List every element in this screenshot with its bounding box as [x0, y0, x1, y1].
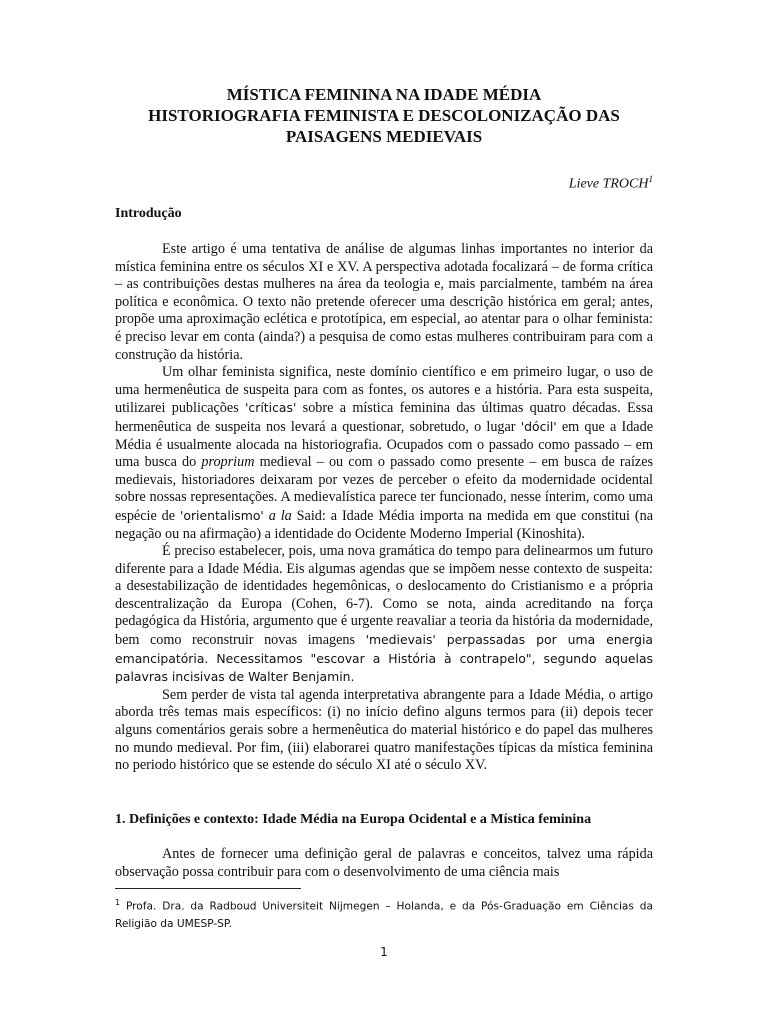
section-1-paragraph-1: Antes de fornecer uma definição geral de palavras e conceitos, talvez uma rápida observação possa contribuir para com o desenvolvimento de uma ciência mais	[115, 846, 653, 880]
text-run: É preciso estabelecer, pois, uma nova gramática do tempo para delinearmos um futuro diferente para a Idade Média. Eis algumas agendas que se impõem nesse contexto de suspeita: a desestabilização de identidades hegemônicas, o deslocamento do Cristianismo e a própria descentralização da Europa (Cohen, 6-7). Como se nota, ainda acreditando na força pedagógica da História, argumento que é urgente reavaliar a teoria da história da modernidade, bem como reconstruir novas imagens	[115, 543, 653, 649]
section-1-body	[115, 846, 653, 881]
text-run: 'dócil'	[520, 418, 557, 434]
intro-paragraph-4: Sem perder de vista tal agenda interpretativa abrangente para a Idade Média, o artigo aborda três temas mais específicos: (i) no início defino alguns termos para (ii) depois tecer alguns comentários gerais sobre a hermenêutica do material histórico e do papel das mulheres no mundo medieval. Por fim, (iii) elaborarei quatro manifestações típicas da mística feminina no periodo histórico que se estende do século XI até o século XV.	[115, 686, 653, 774]
author	[569, 174, 653, 193]
title-line-1: MÍSTICA FEMININA NA IDADE MÉDIA	[226, 85, 542, 104]
text-run: proprium	[201, 454, 255, 471]
intro-paragraph-1: Este artigo é uma tentativa de análise de algumas linhas importantes no interior da mística feminina entre os séculos XI e XV. A perspectiva adotada focalizará – de forma crítica – as contribuições destas mulheres na área da teologia e, mais parcialmente, também na área política e econômica. O texto não pretende oferecer uma descrição histórica em geral; antes, propõe uma aproximação eclética e prototípica, em especial, ao atentar para o olhar feminista: é preciso levar em conta (ainda?) a pesquisa de como estas mulheres contribuiram para com a construção da história.	[115, 241, 653, 363]
section-1-heading: 1. Definições e contexto: Idade Média na Europa Ocidental e a Mística feminina	[115, 812, 592, 827]
intro-heading: Introdução	[115, 206, 182, 221]
text-run: em que a Idade Média é usualmente alocada na historiografia. Ocupados com o passado como passado – em uma busca do	[115, 418, 653, 471]
title-line-2: HISTORIOGRAFIA FEMINISTA E DESCOLONIZAÇÃO DAS	[148, 106, 620, 125]
text-run: 'orientalismo'	[179, 507, 264, 523]
page-title	[100, 84, 668, 147]
text-run: 'críticas'	[245, 400, 297, 416]
intro-body	[115, 241, 653, 775]
title-line-3: PAISAGENS MEDIEVAIS	[285, 127, 483, 146]
footnote	[115, 894, 653, 933]
text-run: Um olhar feminista significa, neste domínio científico e em primeiro lugar, o uso de uma hermenêutica de suspeita para com as fontes, os autores e a história. Para esta suspeita, utilizarei publicações	[115, 364, 653, 417]
footnote-marker: 1	[115, 898, 121, 907]
text-run: a la	[268, 507, 292, 524]
footnote-text: Profa. Dra. da Radboud Universiteit Nijmegen – Holanda, e da Pós-Graduação em Ciências da Religião da UMESP-SP.	[115, 900, 653, 930]
text-run: medieval – ou com o passado como presente – em busca de raízes medievais, historiadores deixaram por vezes de perceber o efeito da modernidade ocidental sobre nossas representações. A medievalística parece ter funcionado, nesse ínterim, como uma espécie de	[115, 454, 654, 524]
author-name: Lieve TROCH	[568, 176, 649, 192]
text-run: sobre a mística feminina das últimas quatro décadas. Essa hermenêutica de suspeita nos levará a questionar, sobretudo, o lugar	[115, 400, 654, 435]
text-run: Said: a Idade Média importa na medida em que constitui (na negação ou na afirmação) a identidade do Ocidente Moderno Imperial (Kinoshita).	[115, 507, 654, 542]
author-footnote-ref: 1	[648, 174, 653, 184]
page-number: 1	[380, 945, 388, 959]
intro-paragraph-2	[115, 364, 653, 543]
text-run: 'medievais' perpassadas por uma energia emancipatória. Necessitamos "escovar a História à contrapelo", segundo aquelas palavras incisivas de Walter Benjamin.	[115, 632, 654, 685]
intro-paragraph-3	[115, 543, 653, 687]
footnote-divider	[115, 888, 301, 889]
